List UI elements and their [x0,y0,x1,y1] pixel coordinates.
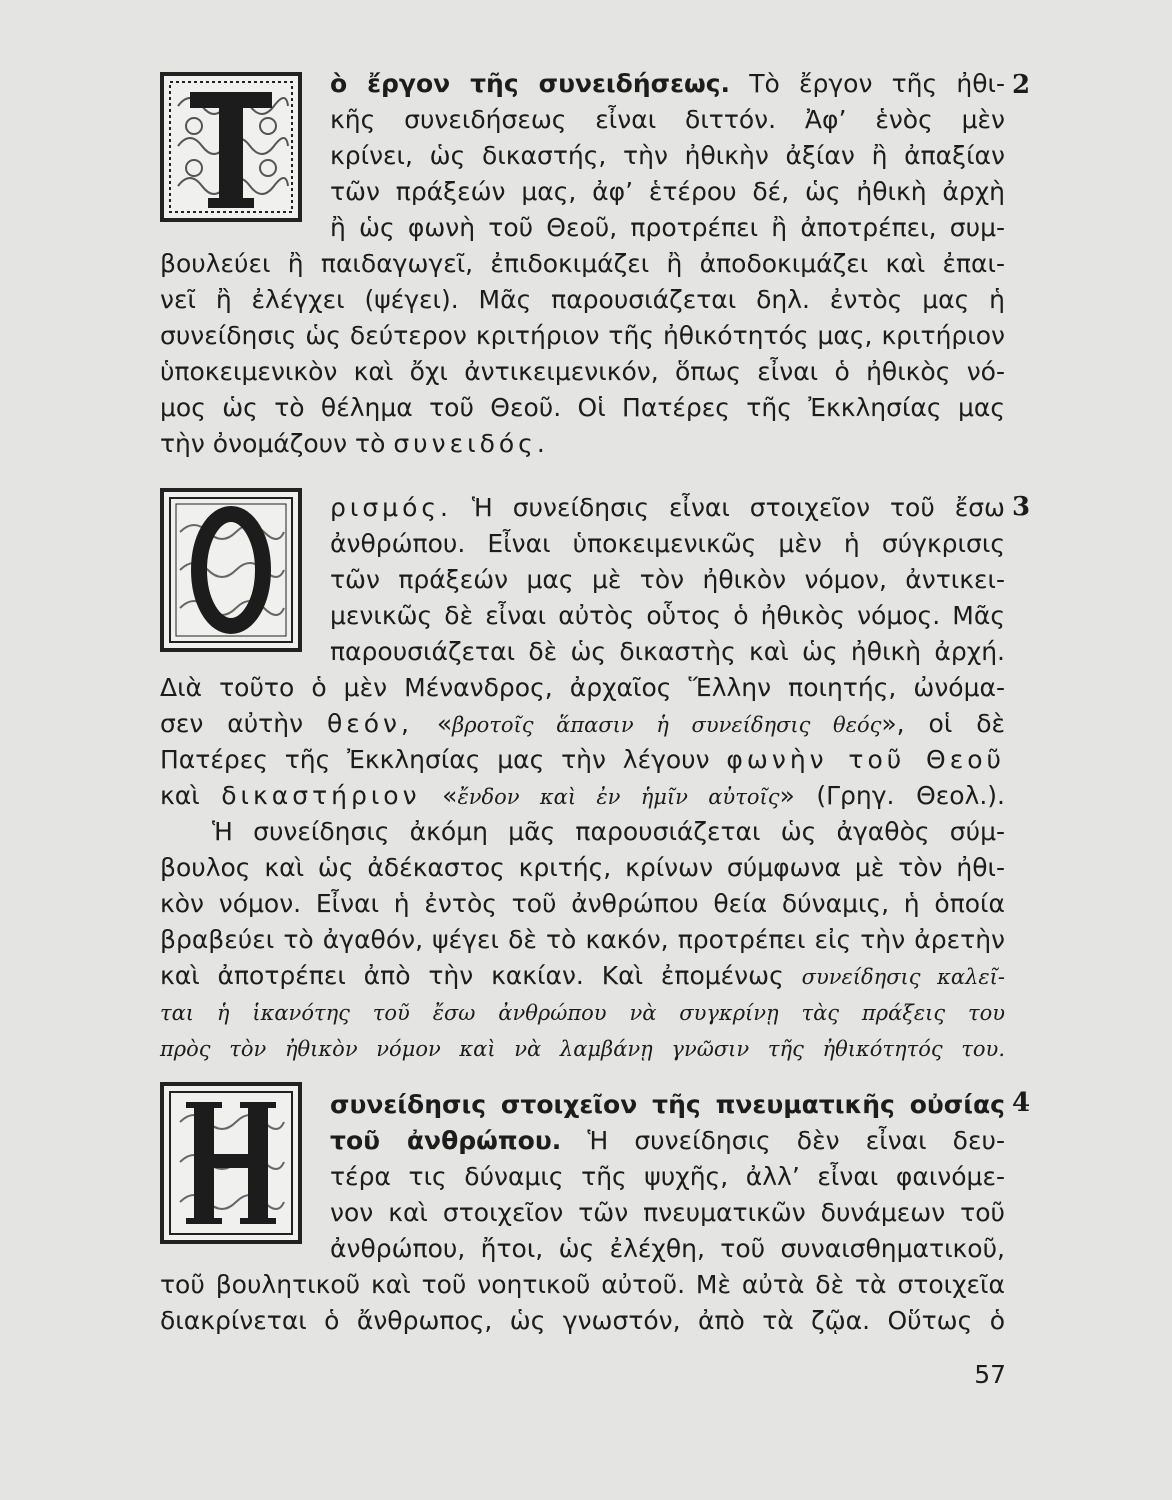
section-number: 3 [1012,492,1031,522]
text-run: κὸν νόμον. Εἶναι ἡ ἐντὸς τοῦ ἀνθρώπου θεία δύναμις, ἡ ὁποία [160,889,1005,918]
text-run: σεν αὐτὴν [160,709,327,738]
text-line [160,138,1005,174]
text-line [160,66,1005,102]
text-run: μος ὡς τὸ θέλημα τοῦ Θεοῦ. Οἱ Πατέρες τῆς Ἐκκλησίας μας [160,393,1005,422]
text-line [160,490,1005,526]
text-run: Πατέρες τῆς Ἐκκλησίας μας τὴν λέγουν [160,745,727,774]
text-line [160,390,1005,426]
text-line [160,282,1005,318]
text-line [160,318,1005,354]
text-run: Ἡ συνείδησις ἀκόμη μᾶς παρουσιάζεται ὡς ἀγαθὸς σύμ- [212,817,1005,846]
section-number: 2 [1012,70,1031,100]
section-4-paragraph [160,1087,1005,1339]
text-run: ὑποκειμενικὸν καὶ ὄχι ἀντικειμενικόν, ὅπως εἶναι ὁ ἠθικὸς νό- [160,357,1005,386]
text-run: ρισμός. [330,493,452,522]
text-run: τῶν πράξεών μας μὲ τὸν ἠθικὸν νόμον, ἀντικει- [330,565,1005,594]
text-run: νον καὶ στοιχεῖον τῶν πνευματικῶν δυνάμεων τοῦ [330,1198,1005,1227]
text-line [160,1267,1005,1303]
text-run: ὸ ἔργον τῆς συνειδήσεως. [330,69,731,98]
text-run: ἢ ὡς φωνὴ τοῦ Θεοῦ, προτρέπει ἢ ἀποτρέπει, συμ- [330,213,1005,242]
text-line [160,1195,1005,1231]
text-run: παρουσιάζεται δὲ ὡς δικαστὴς καὶ ὡς ἠθικὴ ἀρχή. [330,637,1005,666]
text-line [160,886,1005,922]
text-run: Τὸ ἔργον τῆς ἠθι- [730,69,1005,98]
text-line [160,742,1005,778]
text-run: βουλος καὶ ὡς ἀδέκαστος κριτής, κρίνων σύμφωνα μὲ τὸν ἠθι- [160,853,1005,882]
text-line [160,814,1005,850]
text-run: συνείδησις στοιχεῖον τῆς πνευματικῆς οὐσίας [330,1090,1005,1119]
text-line [160,994,1005,1030]
text-run: βουλεύει ἢ παιδαγωγεῖ, ἐπιδοκιμάζει ἢ ἀποδοκιμάζει καὶ ἐπαι- [160,249,1005,278]
text-run: ται ἡ ἱκανότης τοῦ ἔσω ἀνθρώπου νὰ συγκρίνῃ τὰς πράξεις του [160,1001,1005,1025]
text-line [160,634,1005,670]
text-run: ἔνδον καὶ ἐν ἡμῖν αὐτοῖς [457,785,780,809]
text-run: διακρίνεται ὁ ἄνθρωπος, ὡς γνωστόν, ἀπὸ τὰ ζῷα. Οὕτως ὁ [160,1306,1005,1335]
text-line [160,246,1005,282]
text-line [160,426,1005,462]
text-line [160,102,1005,138]
text-run: », οἱ δὲ [881,709,1005,738]
text-run: ἀνθρώπου. Εἶναι ὑποκειμενικῶς μὲν ἡ σύγκρισις [330,529,1005,558]
text-run: πρὸς τὸν ἠθικὸν νόμον καὶ νὰ λαμβάνῃ γνῶσιν τῆς ἠθικότητός του. [160,1037,1005,1061]
section-3-paragraph [160,490,1005,1066]
text-line [160,210,1005,246]
text-run: Ἡ συνείδησις δὲν εἶναι δευ- [561,1126,1005,1155]
text-run: βροτοῖς ἅπασιν ἡ συνείδησις θεός [452,713,882,737]
text-line [160,850,1005,886]
text-run: τέρα τις δύναμις τῆς ψυχῆς, ἀλλ’ εἶναι φαινόμε- [330,1162,1005,1191]
text-run: « [420,781,458,810]
text-run: τοῦ ἀνθρώπου. [330,1126,562,1155]
text-run: δικαστήριον [221,781,421,810]
text-run: καὶ [160,781,222,810]
text-line [160,174,1005,210]
text-run: θεόν, [326,709,413,738]
text-run: Ἡ συνείδησις εἶναι στοιχεῖον τοῦ ἔσω [452,493,1005,522]
text-line [160,562,1005,598]
text-line [160,1303,1005,1339]
text-run: μενικῶς δὲ εἶναι αὐτὸς οὗτος ὁ ἠθικὸς νόμος. Μᾶς [330,601,1005,630]
text-line [160,706,1005,742]
text-run: » (Γρηγ. Θεολ.). [779,781,1005,810]
text-run: Διὰ τοῦτο ὁ μὲν Μένανδρος, ἀρχαῖος Ἕλλην ποιητής, ὠνόμα- [160,673,1005,702]
text-run: κῆς συνειδήσεως εἶναι διττόν. Ἀφ’ ἑνὸς μὲν [330,105,1005,134]
text-run: συνείδησις καλεῖ- [801,965,1005,989]
text-run: ἀνθρώπου, ἤτοι, ὡς ἐλέχθη, τοῦ συναισθηματικοῦ, [330,1234,1005,1263]
text-line [160,778,1005,814]
text-run: τῶν πράξεών μας, ἀφ’ ἑτέρου δέ, ὡς ἠθικὴ ἀρχὴ [330,177,1005,206]
text-line [160,922,1005,958]
text-run: νεῖ ἢ ἐλέγχει (ψέγει). Μᾶς παρουσιάζεται δηλ. ἐντὸς μας ἡ [160,285,1005,314]
text-line [160,1087,1005,1123]
text-line [160,958,1005,994]
text-line [160,1123,1005,1159]
text-run: τὴν ὀνομάζουν τὸ [160,429,394,458]
page-number: 57 [974,1360,1006,1389]
text-run: βραβεύει τὸ ἀγαθόν, ψέγει δὲ τὸ κακόν, προτρέπει εἰς τὴν ἀρετὴν [160,925,1005,954]
text-run: φωνὴν τοῦ Θεοῦ [726,745,1006,774]
text-run: « [412,709,453,738]
text-run: συνείδησις ὡς δεύτερον κριτήριον τῆς ἠθικότητός μας, κριτήριον [160,321,1005,350]
text-run: καὶ ἀποτρέπει ἀπὸ τὴν κακίαν. Καὶ ἐπομένως [160,961,802,990]
text-line [160,526,1005,562]
text-line [160,1159,1005,1195]
text-line [160,598,1005,634]
text-run: συνειδός. [393,429,549,458]
section-2-paragraph [160,66,1005,462]
text-run: κρίνει, ὡς δικαστής, τὴν ἠθικὴν ἀξίαν ἢ ἀπαξίαν [330,141,1005,170]
text-line [160,1231,1005,1267]
text-line [160,670,1005,706]
section-number: 4 [1012,1088,1031,1118]
text-line [160,1030,1005,1066]
text-line [160,354,1005,390]
text-run: τοῦ βουλητικοῦ καὶ τοῦ νοητικοῦ αὐτοῦ. Μὲ αὐτὰ δὲ τὰ στοιχεῖα [160,1270,1005,1299]
